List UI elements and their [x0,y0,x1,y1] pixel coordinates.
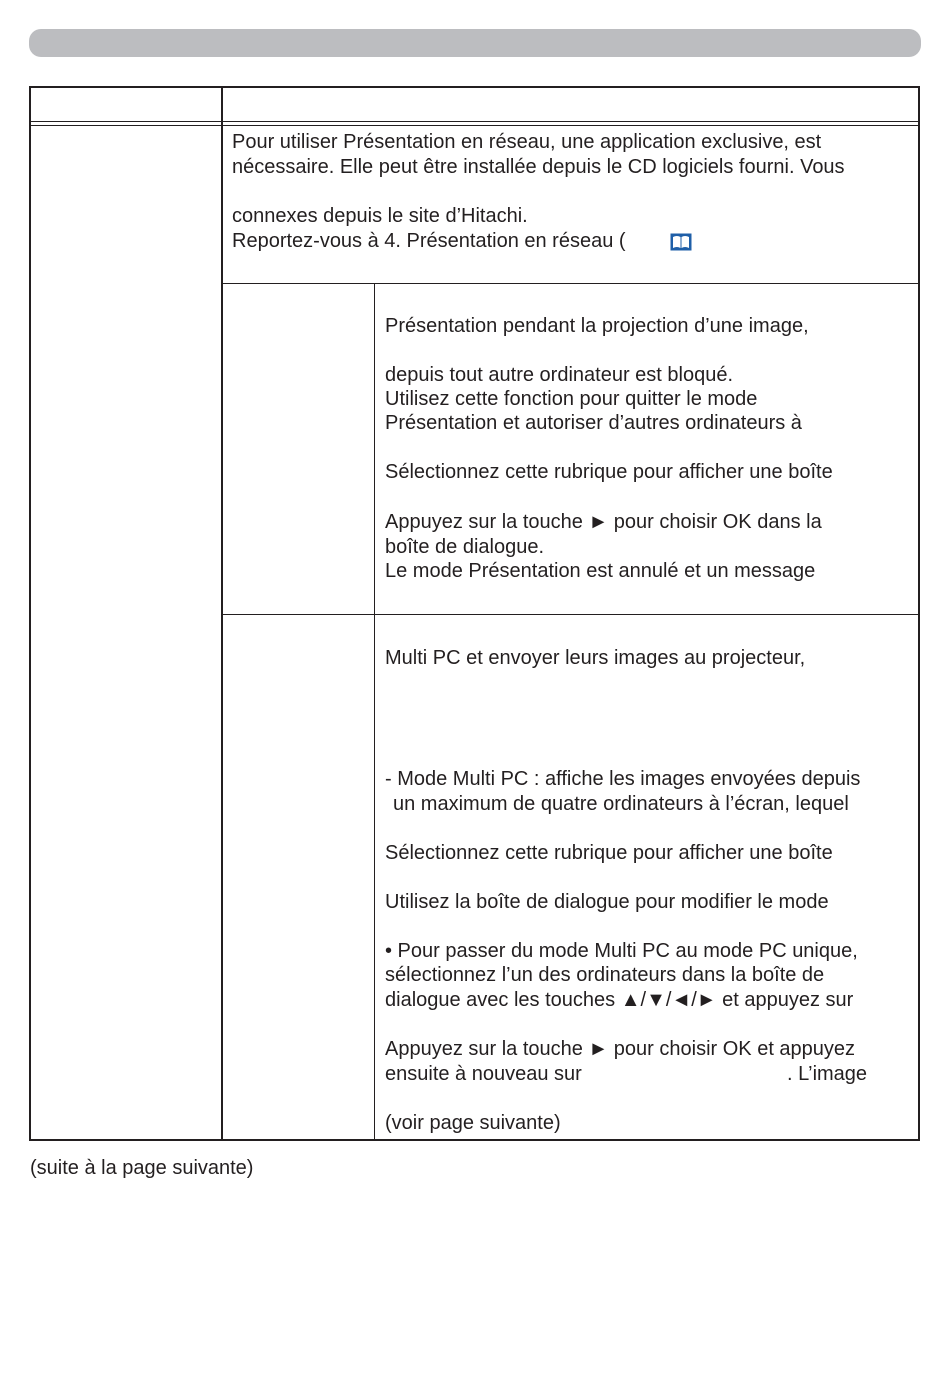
row2-line-11: (voir page suivante) [385,1112,561,1134]
row-divider-2 [222,614,918,615]
intro-line-1: Pour utiliser Présentation en réseau, une application exclusive, est [232,131,822,153]
row1-line-2: depuis tout autre ordinateur est bloqué. [385,364,734,386]
row-divider-1 [222,283,918,284]
page-header-bar [29,29,921,57]
column-divider-2 [374,284,375,1139]
intro-line-2: nécessaire. Elle peut être installée depuis le CD logiciels fourni. Vous [232,156,845,178]
book-icon[interactable] [670,233,690,249]
row1-line-1: Présentation pendant la projection d’une image, [385,315,809,337]
continued-note: (suite à la page suivante) [30,1157,254,1179]
header-divider-top [31,121,918,122]
row2-line-6: • Pour passer du mode Multi PC au mode PC unique, [385,940,858,962]
header-divider-bottom [31,125,918,126]
row2-line-10a: ensuite à nouveau sur [385,1063,582,1085]
row2-line-7: sélectionnez l’un des ordinateurs dans la boîte de [385,964,825,986]
row1-line-7: boîte de dialogue. [385,536,545,558]
row2-line-8: dialogue avec les touches ▲/▼/◄/► et appuyez sur [385,989,854,1011]
row1-line-5: Sélectionnez cette rubrique pour afficher une boîte [385,461,833,483]
row2-line-4: Sélectionnez cette rubrique pour afficher une boîte [385,842,833,864]
row2-line-5: Utilisez la boîte de dialogue pour modifier le mode [385,891,829,913]
row1-line-4: Présentation et autoriser d’autres ordinateurs à [385,412,802,434]
row2-line-9: Appuyez sur la touche ► pour choisir OK et appuyez [385,1038,856,1060]
row2-line-3: un maximum de quatre ordinateurs à l’écran, lequel [393,793,849,815]
row1-line-6: Appuyez sur la touche ► pour choisir OK dans la [385,511,822,533]
row2-line-1: Multi PC et envoyer leurs images au projecteur, [385,647,806,669]
intro-line-3: connexes depuis le site d’Hitachi. [232,205,528,227]
row1-line-8: Le mode Présentation est annulé et un message [385,560,816,582]
row2-line-2: - Mode Multi PC : affiche les images envoyées depuis [385,768,861,790]
row2-line-10b: . L’image [787,1063,868,1085]
intro-line-4: Reportez-vous à 4. Présentation en réseau ( [232,230,626,252]
row1-line-3: Utilisez cette fonction pour quitter le mode [385,388,758,410]
